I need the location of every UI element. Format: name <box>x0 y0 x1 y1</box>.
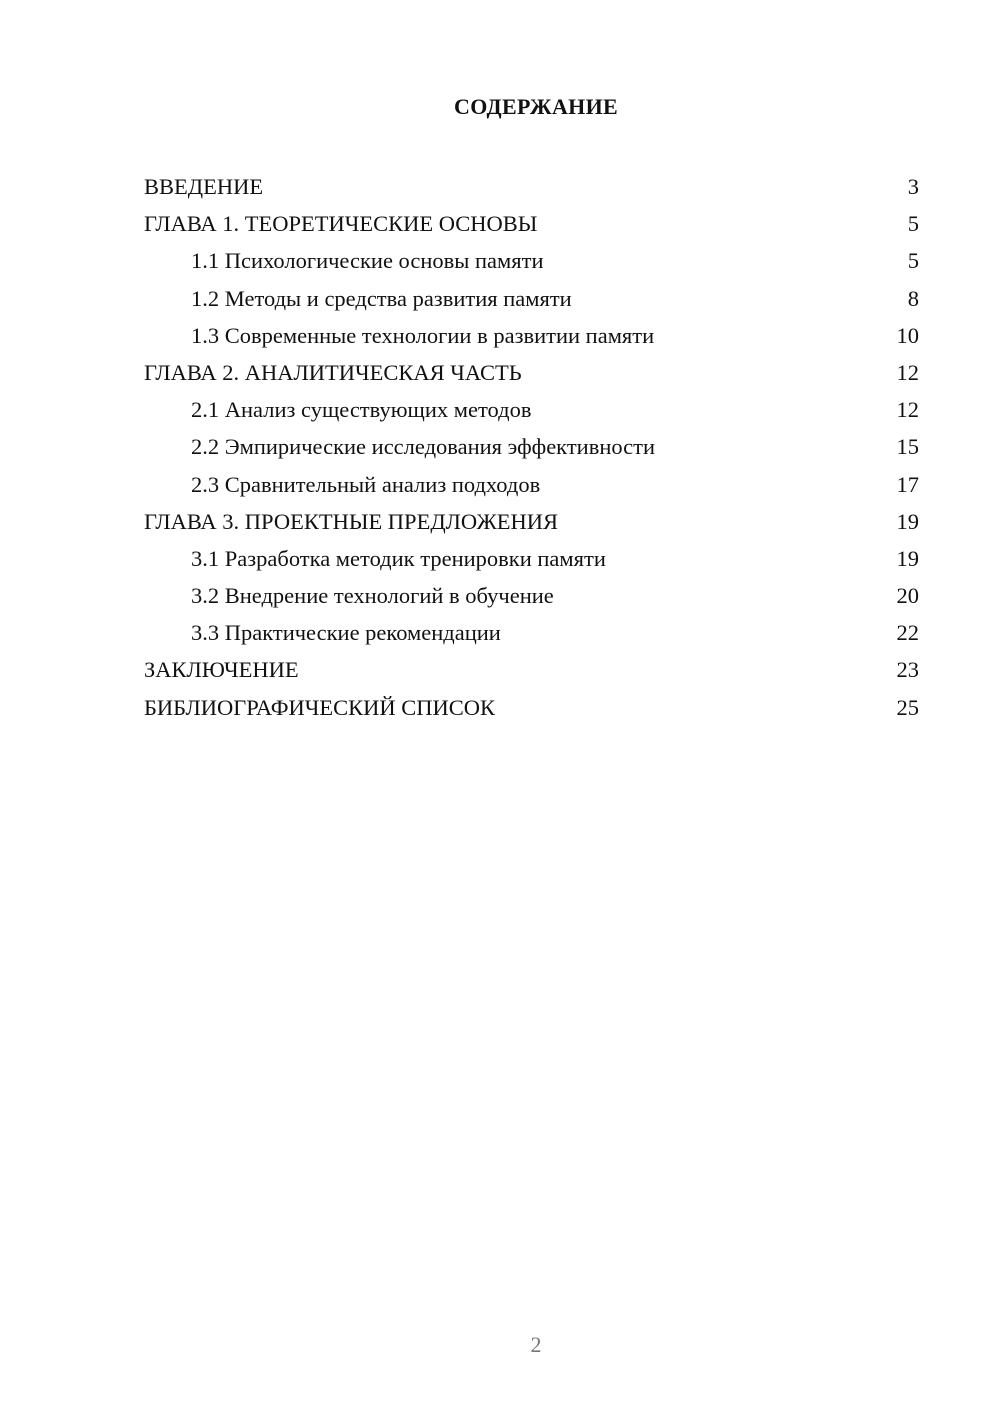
toc-entry[interactable] <box>144 651 919 688</box>
toc-entry-page: 3 <box>907 174 919 199</box>
toc-entry-label: 1.1 Психологические основы памяти <box>191 248 544 274</box>
toc-entry-page: 10 <box>896 322 919 348</box>
toc-entry[interactable] <box>144 242 919 279</box>
toc-entry-label: ВВЕДЕНИЕ <box>144 174 264 199</box>
toc-entry[interactable] <box>144 577 919 614</box>
toc-entry-page: 20 <box>896 583 919 609</box>
toc-entry-label: ГЛАВА 2. АНАЛИТИЧЕСКАЯ ЧАСТЬ <box>144 359 522 385</box>
toc-entry[interactable] <box>144 205 919 242</box>
toc-entry-page: 23 <box>896 657 919 683</box>
toc-entry-page: 5 <box>907 211 919 237</box>
toc-entry-page: 25 <box>896 694 919 720</box>
toc-entry-page: 5 <box>907 248 919 274</box>
toc-entry-label: 3.2 Внедрение технологий в обучение <box>191 583 554 609</box>
toc-entry-page: 22 <box>896 620 919 646</box>
toc-entry-label: БИБЛИОГРАФИЧЕСКИЙ СПИСОК <box>144 694 496 720</box>
toc-entry-page: 8 <box>907 285 919 311</box>
toc-entry[interactable] <box>144 614 919 651</box>
toc-entry-page: 17 <box>896 471 919 497</box>
toc-entry[interactable] <box>144 503 919 540</box>
toc-entry[interactable] <box>144 280 919 317</box>
toc-entry[interactable] <box>144 466 919 503</box>
toc-entry-page: 19 <box>896 545 919 571</box>
toc-entry-label: ГЛАВА 3. ПРОЕКТНЫЕ ПРЕДЛОЖЕНИЯ <box>144 508 559 534</box>
toc-entry-label: ЗАКЛЮЧЕНИЕ <box>144 657 299 683</box>
toc-entry-page: 12 <box>896 397 919 423</box>
toc-entry[interactable] <box>144 354 919 391</box>
page-number: 2 <box>530 1332 542 1357</box>
toc-entry[interactable] <box>144 689 919 726</box>
toc-entry[interactable] <box>144 540 919 577</box>
toc-entry[interactable] <box>144 428 919 465</box>
toc-entry-label: 1.3 Современные технологии в развитии памяти <box>191 322 655 348</box>
toc-entry-page: 15 <box>896 434 919 460</box>
toc-entry[interactable] <box>144 168 919 205</box>
toc-entry[interactable] <box>144 317 919 354</box>
toc-entry-page: 12 <box>896 359 919 385</box>
toc-entry-label: 2.3 Сравнительный анализ подходов <box>191 471 541 497</box>
table-of-contents <box>144 168 919 726</box>
toc-entry-label: 1.2 Методы и средства развития памяти <box>191 285 572 311</box>
toc-title: СОДЕРЖАНИЕ <box>454 94 618 119</box>
toc-entry-label: 2.1 Анализ существующих методов <box>191 397 532 423</box>
toc-entry[interactable] <box>144 391 919 428</box>
toc-entry-label: 3.3 Практические рекомендации <box>191 620 501 646</box>
toc-entry-label: 3.1 Разработка методик тренировки памяти <box>191 545 606 571</box>
toc-entry-label: 2.2 Эмпирические исследования эффективности <box>191 434 656 460</box>
toc-entry-page: 19 <box>896 508 919 534</box>
toc-entry-label: ГЛАВА 1. ТЕОРЕТИЧЕСКИЕ ОСНОВЫ <box>144 211 538 237</box>
